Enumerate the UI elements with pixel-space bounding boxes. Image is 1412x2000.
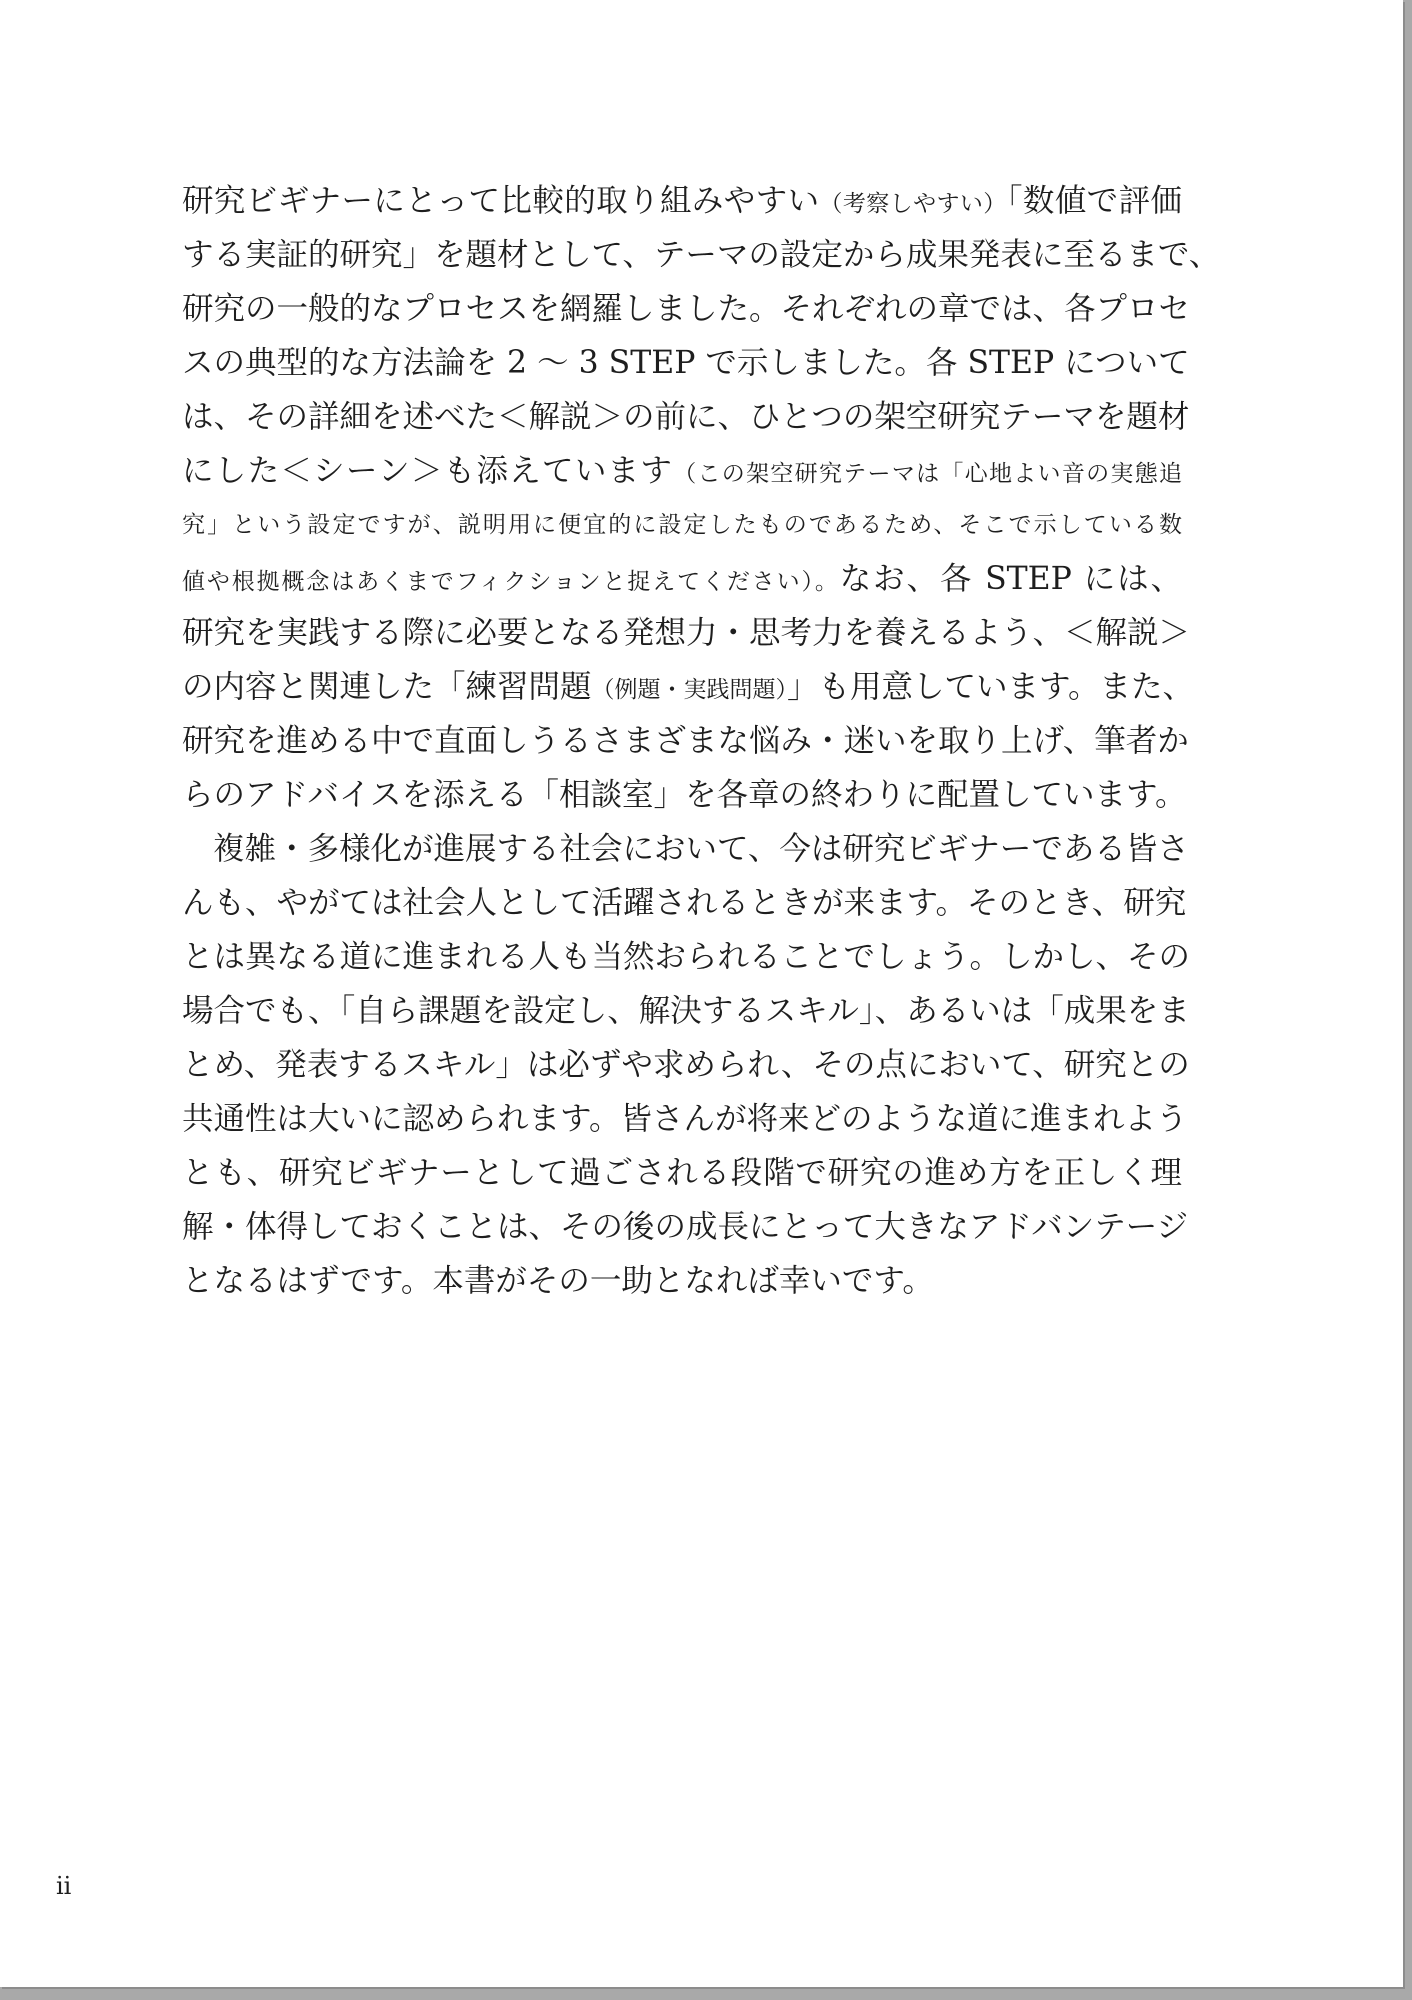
text-line (182, 660, 1194, 714)
text-line: する実証的研究」を題材として、テーマの設定から成果発表に至るまで、 (182, 237, 1221, 273)
text-run: 「数値で評価 (1006, 183, 1182, 219)
text-line: とめ、発表するスキル」は必ずや求められ、その点において、研究との (182, 1047, 1190, 1083)
text-line (182, 174, 1182, 228)
text-line: とも、研究ビギナーとして過ごされる段階で研究の進め方を正しく理 (182, 1155, 1182, 1191)
text-line: 場合でも、「自ら課題を設定し、解決するスキル」、あるいは「成果をま (182, 993, 1190, 1029)
text-run: なお、各 STEP には、 (839, 561, 1182, 597)
text-line: となるはずです。本書がその一助となれば幸いです。 (182, 1263, 934, 1299)
text-line: とは異なる道に進まれる人も当然おられることでしょう。しかし、その (182, 939, 1191, 975)
text-line: は、その詳細を述べた＜解説＞の前に、ひとつの架空研究テーマを題材 (182, 399, 1190, 435)
text-line: 共通性は大いに認められます。皆さんが将来どのような道に進まれよう (182, 1101, 1188, 1137)
small-text-run: （例題・実践問題） (591, 677, 788, 703)
text-line (182, 552, 1182, 606)
page-number: ii (56, 1872, 72, 1900)
text-line: 研究を進める中で直面しうるさまざまな悩み・迷いを取り上げ、筆者か (182, 723, 1189, 759)
small-text-run: 値や根拠概念はあくまでフィクションと捉えてください）。 (182, 569, 840, 595)
text-run: 」も用意しています。また、 (787, 669, 1194, 705)
small-text-run: （この架空研究テーマは「心地よい音の実態追 (673, 461, 1183, 487)
preface-body-text (182, 174, 1221, 1308)
text-line: らのアドバイスを添える「相談室」を各章の終わりに配置しています。 (182, 777, 1187, 813)
text-line (182, 444, 1182, 498)
paragraph-1 (182, 174, 1221, 822)
text-line: んも、やがては社会人として活躍されるときが来ます。そのとき、研究 (182, 885, 1187, 921)
text-line: 複雑・多様化が進展する社会において、今は研究ビギナーである皆さ (213, 831, 1189, 867)
text-run: の内容と関連した「練習問題 (182, 669, 592, 705)
small-text-run: （考察しやすい） (819, 191, 1007, 217)
text-line: 研究を実践する際に必要となる発想力・思考力を養えるよう、＜解説＞ (182, 615, 1191, 651)
text-run: にした＜シーン＞も添えています (182, 453, 674, 489)
text-run: 研究ビギナーにとって比較的取り組みやすい (182, 183, 820, 219)
text-line: スの典型的な方法論を 2 ～ 3 STEP で示しました。各 STEP について (182, 345, 1190, 381)
text-line: 解・体得しておくことは、その後の成長にとって大きなアドバンテージ (182, 1209, 1189, 1245)
paragraph-2 (182, 822, 1191, 1308)
text-line: 研究の一般的なプロセスを網羅しました。それぞれの章では、各プロセ (182, 291, 1191, 327)
text-line: 究」という設定ですが、説明用に便宜的に設定したものであるため、そこで示している数 (182, 512, 1182, 538)
